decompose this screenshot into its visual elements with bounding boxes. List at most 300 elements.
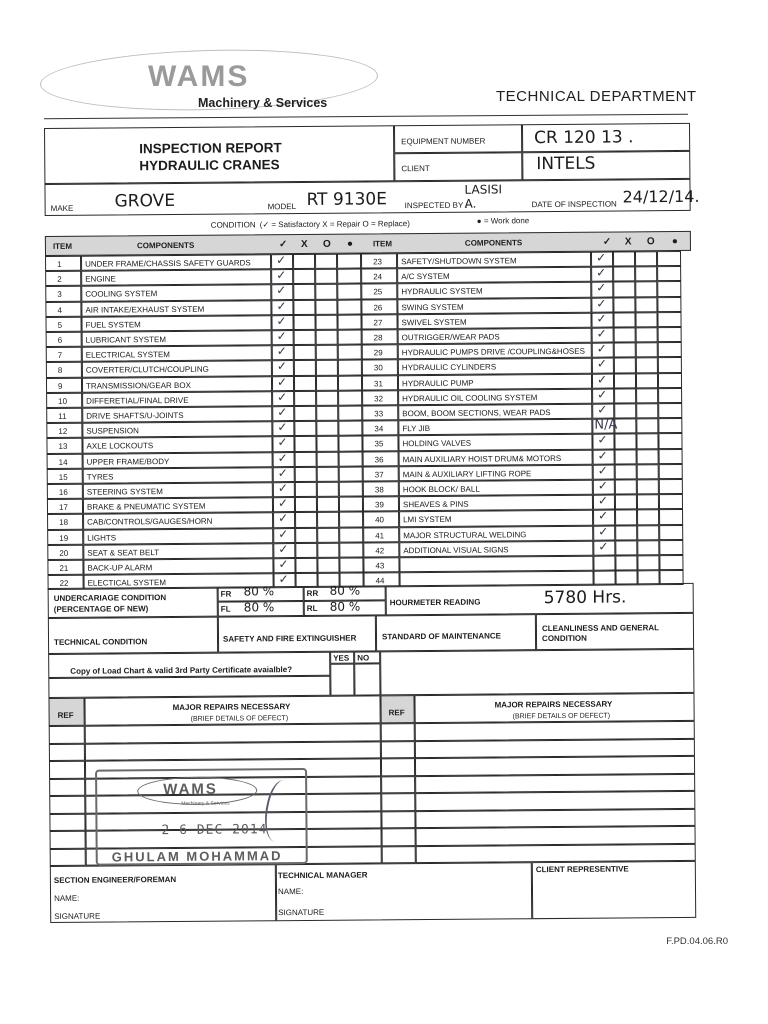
- item-number: 17: [58, 503, 68, 513]
- work-done-checkbox[interactable]: [658, 373, 682, 388]
- item-number: 38: [374, 485, 384, 495]
- item-number: 32: [374, 394, 384, 404]
- repair-checkbox[interactable]: [615, 555, 637, 570]
- repair-detail-cell[interactable]: [415, 756, 695, 776]
- replace-checkbox[interactable]: [637, 449, 659, 464]
- work-done-checkbox[interactable]: [338, 436, 362, 451]
- satisfactory-check-mark: ✓: [596, 326, 607, 341]
- stamp-name: GHULAM MOHAMMAD: [111, 848, 283, 865]
- component-name: HOOK BLOCK/ BALL: [402, 484, 480, 495]
- work-done-checkbox[interactable]: [339, 512, 363, 527]
- left-item-number-cell: [46, 332, 82, 347]
- repair-checkbox[interactable]: [613, 297, 635, 312]
- load-chart-right-cell: [380, 649, 694, 695]
- repair-ref-cell[interactable]: [381, 811, 415, 829]
- replace-checkbox[interactable]: [317, 558, 339, 573]
- work-done-checkbox[interactable]: [659, 449, 683, 464]
- replace-checkbox[interactable]: [316, 375, 338, 390]
- repair-checkbox[interactable]: [295, 451, 317, 466]
- date-label: DATE OF INSPECTION: [531, 199, 617, 210]
- repair-checkbox[interactable]: [614, 358, 636, 373]
- component-name: ELECTRICAL SYSTEM: [85, 350, 170, 360]
- repair-detail-cell[interactable]: [415, 738, 695, 758]
- item-number: 2: [57, 275, 62, 285]
- work-done-checkbox[interactable]: [339, 497, 363, 512]
- replace-checkbox[interactable]: [315, 284, 337, 299]
- repair-checkbox[interactable]: [295, 512, 317, 527]
- form-code: F.PD.04.06.R0: [666, 936, 728, 947]
- hourmeter-label: HOURMETER READING: [389, 597, 481, 608]
- equipment-number-label: EQUIPMENT NUMBER: [401, 136, 486, 147]
- work-done-checkbox[interactable]: [337, 284, 361, 299]
- replace-checkbox[interactable]: [317, 497, 339, 512]
- cleanliness-sublabel: CONDITION: [541, 633, 587, 644]
- not-applicable-mark: N/A: [594, 417, 618, 433]
- item-number: 7: [57, 351, 63, 361]
- repair-detail-cell[interactable]: [415, 808, 695, 828]
- item-number: 1: [57, 259, 62, 269]
- repair-checkbox[interactable]: [615, 525, 637, 540]
- replace-checkbox[interactable]: [635, 282, 657, 297]
- technical-condition-label: TECHNICAL CONDITION: [54, 637, 148, 647]
- repair-ref-cell[interactable]: [381, 741, 415, 759]
- item-number: 40: [375, 515, 385, 525]
- satisfactory-check-mark: ✓: [597, 432, 608, 448]
- component-name: AIR INTAKE/EXHAUST SYSTEM: [85, 304, 205, 315]
- repair-checkbox[interactable]: [293, 269, 315, 284]
- work-done-checkbox[interactable]: [658, 342, 682, 357]
- work-done-legend: ● = Work done: [476, 216, 530, 226]
- component-name: HYDRAULIC CYLINDERS: [401, 362, 497, 373]
- item-number: 35: [374, 439, 384, 449]
- replace-checkbox[interactable]: [317, 451, 339, 466]
- repair-checkbox[interactable]: [614, 388, 636, 403]
- component-name: MAIN AUXILIARY HOIST DRUM& MOTORS: [402, 453, 562, 464]
- repair-checkbox[interactable]: [295, 467, 317, 482]
- right-component-cell: [399, 556, 593, 573]
- undercarriage-sublabel: (PERCENTAGE OF NEW): [53, 604, 149, 614]
- work-done-checkbox[interactable]: [339, 542, 363, 557]
- work-done-checkbox[interactable]: [338, 375, 362, 390]
- repair-checkbox[interactable]: [615, 449, 637, 464]
- component-name: HYDRAULIC SYSTEM: [401, 286, 483, 297]
- replace-checkbox[interactable]: [636, 418, 658, 433]
- repair-checkbox[interactable]: [294, 360, 316, 375]
- replace-checkbox[interactable]: [637, 479, 659, 494]
- component-name: COOLING SYSTEM: [85, 289, 158, 300]
- work-done-checkbox[interactable]: [338, 390, 362, 405]
- component-name: SEAT & SEAT BELT: [87, 547, 160, 558]
- rr-label: RR: [306, 588, 319, 598]
- replace-checkbox[interactable]: [637, 555, 659, 570]
- work-done-checkbox[interactable]: [658, 357, 682, 372]
- repair-detail-cell[interactable]: [416, 843, 696, 863]
- work-done-checkbox[interactable]: [657, 281, 681, 296]
- replace-checkbox[interactable]: [315, 254, 337, 269]
- repair-checkbox[interactable]: [294, 330, 316, 345]
- component-name: ELECTICAL SYSTEM: [87, 578, 167, 588]
- item-number: 36: [374, 454, 384, 465]
- satisfactory-check-mark: ✓: [276, 283, 287, 298]
- work-done-checkbox[interactable]: [337, 314, 361, 329]
- repair-checkbox[interactable]: [613, 267, 635, 282]
- rl-label: RL: [306, 603, 318, 613]
- work-done-checkbox[interactable]: [658, 433, 682, 448]
- department-heading: TECHNICAL DEPARTMENT: [496, 88, 697, 105]
- client-label: CLIENT: [401, 163, 430, 174]
- work-done-checkbox[interactable]: [339, 527, 363, 542]
- work-done-checkbox[interactable]: [659, 525, 683, 540]
- item-number: 42: [375, 546, 385, 556]
- repair-checkbox[interactable]: [614, 343, 636, 358]
- left-item-number-cell: [45, 271, 81, 286]
- replace-checkbox[interactable]: [317, 542, 339, 557]
- replace-checkbox[interactable]: [316, 406, 338, 421]
- item-number: 43: [375, 561, 385, 571]
- repair-checkbox[interactable]: [615, 540, 637, 555]
- repairs-subtitle-right: (BRIEF DETAILS OF DEFECT): [512, 712, 611, 721]
- repair-checkbox[interactable]: [294, 391, 316, 406]
- item-number: 33: [374, 409, 384, 419]
- repair-ref-cell[interactable]: [381, 758, 415, 776]
- replace-checkbox[interactable]: [317, 466, 339, 481]
- col-dot-left: ●: [346, 238, 354, 250]
- maintenance-label: STANDARD OF MAINTENANCE: [381, 631, 502, 642]
- work-done-checkbox[interactable]: [659, 464, 683, 479]
- component-name: BACK-UP ALARM: [87, 563, 153, 573]
- satisfactory-check-mark: ✓: [596, 372, 608, 387]
- item-number: 16: [58, 487, 68, 497]
- satisfactory-check-mark: ✓: [278, 526, 289, 541]
- repair-ref-cell[interactable]: [49, 796, 85, 814]
- repairs-subtitle-left: (BRIEF DETAILS OF DEFECT): [190, 715, 289, 723]
- work-done-checkbox[interactable]: [337, 254, 361, 269]
- work-done-checkbox[interactable]: [658, 403, 682, 418]
- component-name: MAJOR STRUCTURAL WELDING: [403, 529, 527, 540]
- component-name: A/C SYSTEM: [401, 272, 450, 282]
- satisfactory-check-mark: ✓: [276, 313, 287, 328]
- fr-label: FR: [220, 589, 232, 599]
- item-number: 28: [373, 333, 383, 343]
- technical-manager-name-label: NAME:: [277, 886, 304, 897]
- load-chart-question: Copy of Load Chart & valid 3rd Party Certificate avaialble?: [70, 665, 293, 676]
- item-number: 39: [374, 500, 384, 510]
- component-name: SHEAVES & PINS: [402, 499, 469, 510]
- repair-checkbox[interactable]: [615, 479, 637, 494]
- load-chart-blank-cell: [48, 676, 330, 698]
- component-name: LIGHTS: [87, 533, 117, 543]
- item-number: 15: [58, 472, 68, 482]
- replace-checkbox[interactable]: [635, 251, 657, 266]
- satisfactory-check-mark: ✓: [277, 450, 288, 465]
- repair-checkbox[interactable]: [295, 482, 317, 497]
- repair-detail-cell[interactable]: [415, 721, 695, 741]
- replace-checkbox[interactable]: [635, 312, 657, 327]
- work-done-checkbox[interactable]: [658, 388, 682, 403]
- repair-ref-cell[interactable]: [49, 778, 85, 796]
- repair-checkbox[interactable]: [614, 373, 636, 388]
- component-name: DIFFERETIAL/FINAL DRIVE: [86, 395, 189, 406]
- replace-checkbox[interactable]: [636, 403, 658, 418]
- repair-ref-cell[interactable]: [50, 848, 86, 866]
- satisfactory-check-mark: ✓: [277, 481, 288, 496]
- component-name: UPPER FRAME/BODY: [86, 456, 170, 467]
- replace-checkbox[interactable]: [636, 358, 658, 373]
- satisfactory-check-mark: ✓: [595, 250, 607, 265]
- repair-checkbox[interactable]: [615, 495, 637, 510]
- work-done-checkbox[interactable]: [339, 466, 363, 481]
- work-done-checkbox[interactable]: [657, 297, 681, 312]
- repair-ref-cell[interactable]: [50, 831, 86, 849]
- replace-checkbox[interactable]: [636, 434, 658, 449]
- inspected-by-value: LASISI A.: [464, 182, 503, 211]
- item-number: 22: [59, 579, 69, 589]
- technical-manager-signature-label: SIGNATURE: [278, 907, 325, 918]
- work-done-checkbox[interactable]: [657, 251, 681, 266]
- repair-checkbox[interactable]: [295, 527, 317, 542]
- component-name: ENGINE: [85, 274, 116, 284]
- work-done-checkbox[interactable]: [658, 327, 682, 342]
- col-components-left: COMPONENTS: [136, 240, 195, 251]
- repair-ref-cell[interactable]: [382, 846, 416, 864]
- work-done-checkbox[interactable]: [659, 479, 683, 494]
- safety-label: SAFETY AND FIRE EXTINGUISHER: [222, 633, 357, 644]
- repair-checkbox[interactable]: [615, 464, 637, 479]
- replace-checkbox[interactable]: [316, 436, 338, 451]
- col-check-right: ✓: [602, 236, 612, 248]
- work-done-checkbox[interactable]: [339, 451, 363, 466]
- work-done-checkbox[interactable]: [338, 406, 362, 421]
- repair-checkbox[interactable]: [295, 497, 317, 512]
- repair-checkbox[interactable]: [614, 327, 636, 342]
- yes-label: YES: [333, 653, 350, 663]
- component-name: HYDRAULIC PUMPS DRIVE /COUPLING&HOSES: [401, 346, 585, 358]
- replace-checkbox[interactable]: [316, 345, 338, 360]
- replace-checkbox[interactable]: [636, 342, 658, 357]
- work-done-checkbox[interactable]: [338, 421, 362, 436]
- satisfactory-check-mark: ✓: [278, 557, 289, 572]
- satisfactory-check-mark: ✓: [597, 478, 608, 493]
- component-name: LUBRICANT SYSTEM: [85, 335, 167, 345]
- repair-checkbox[interactable]: [293, 254, 315, 269]
- satisfactory-check-mark: ✓: [598, 508, 609, 524]
- item-number: 5: [57, 320, 63, 330]
- technical-condition-cell[interactable]: [48, 617, 218, 654]
- component-name: STEERING SYSTEM: [86, 487, 163, 497]
- satisfactory-check-mark: ✓: [276, 268, 287, 283]
- work-done-checkbox[interactable]: [337, 269, 361, 284]
- repair-checkbox[interactable]: [294, 375, 316, 390]
- repair-ref-cell[interactable]: [381, 793, 415, 811]
- section-engineer-label: SECTION ENGINEER/FOREMAN: [53, 874, 177, 885]
- satisfactory-check-mark: ✓: [598, 524, 609, 539]
- item-number: 26: [373, 302, 383, 313]
- satisfactory-check-mark: ✓: [597, 493, 609, 508]
- repair-ref-cell[interactable]: [381, 776, 415, 794]
- yes-checkbox[interactable]: [330, 664, 354, 696]
- col-o-right: O: [646, 236, 655, 248]
- repair-checkbox[interactable]: [294, 406, 316, 421]
- repair-ref-cell[interactable]: [382, 828, 416, 846]
- replace-checkbox[interactable]: [317, 512, 339, 527]
- repair-checkbox[interactable]: [294, 345, 316, 360]
- component-name: TRANSMISSION/GEAR BOX: [85, 380, 191, 391]
- repairs-ref-right: REF: [388, 708, 405, 718]
- item-number: 34: [374, 424, 384, 434]
- replace-checkbox[interactable]: [315, 299, 337, 314]
- hourmeter-value: 5780 Hrs.: [543, 587, 627, 609]
- company-logo: WAMS: [148, 60, 250, 93]
- component-name: BOOM, BOOM SECTIONS, WEAR PADS: [402, 408, 551, 419]
- repairs-title-right: MAJOR REPAIRS NECESSARY: [494, 699, 613, 710]
- col-check-left: ✓: [278, 239, 288, 251]
- satisfactory-check-mark: ✓: [597, 402, 608, 417]
- work-done-checkbox[interactable]: [339, 482, 363, 497]
- repair-checkbox[interactable]: [293, 299, 315, 314]
- make-value: GROVE: [114, 190, 176, 212]
- component-name: CAB/CONTROLS/GAUGES/HORN: [87, 517, 213, 528]
- work-done-checkbox[interactable]: [657, 266, 681, 281]
- no-checkbox[interactable]: [354, 663, 380, 695]
- component-name: BRAKE & PNEUMATIC SYSTEM: [86, 501, 206, 512]
- work-done-checkbox[interactable]: [338, 330, 362, 345]
- repair-detail-cell[interactable]: [416, 826, 696, 846]
- repair-checkbox[interactable]: [615, 510, 637, 525]
- replace-checkbox[interactable]: [315, 314, 337, 329]
- item-number: 29: [373, 348, 383, 358]
- no-label: NO: [357, 653, 370, 663]
- company-subtitle: Machinery & Services: [198, 96, 328, 110]
- stamp-date: 2 6 DEC 2014: [161, 822, 268, 839]
- work-done-checkbox[interactable]: [339, 558, 363, 573]
- satisfactory-check-mark: ✓: [277, 389, 288, 404]
- work-done-checkbox[interactable]: [659, 555, 683, 570]
- replace-checkbox[interactable]: [316, 360, 338, 375]
- replace-checkbox[interactable]: [637, 540, 659, 555]
- equipment-number-value: CR 120 13 .: [534, 127, 634, 149]
- report-title: INSPECTION REPORT: [139, 140, 282, 157]
- satisfactory-check-mark: ✓: [597, 387, 608, 402]
- repair-checkbox[interactable]: [613, 312, 635, 327]
- replace-checkbox[interactable]: [316, 390, 338, 405]
- item-number: 6: [57, 335, 63, 345]
- replace-checkbox[interactable]: [316, 421, 338, 436]
- repair-ref-cell[interactable]: [381, 723, 415, 741]
- replace-checkbox[interactable]: [637, 494, 659, 509]
- satisfactory-check-mark: ✓: [596, 265, 607, 280]
- work-done-checkbox[interactable]: [338, 360, 362, 375]
- repair-checkbox[interactable]: [295, 543, 317, 558]
- satisfactory-check-mark: ✓: [275, 253, 287, 268]
- replace-checkbox[interactable]: [635, 297, 657, 312]
- repair-checkbox[interactable]: [294, 436, 316, 451]
- item-number: 23: [373, 257, 383, 267]
- replace-checkbox[interactable]: [637, 464, 659, 479]
- repair-checkbox[interactable]: [295, 558, 317, 573]
- replace-checkbox[interactable]: [317, 482, 339, 497]
- repair-checkbox[interactable]: [294, 421, 316, 436]
- repair-ref-cell[interactable]: [49, 761, 85, 779]
- col-components-right: COMPONENTS: [464, 238, 523, 248]
- company-stamp: [95, 768, 308, 866]
- repair-ref-cell[interactable]: [49, 726, 85, 744]
- repair-ref-cell[interactable]: [49, 743, 85, 761]
- model-value: RT 9130E: [306, 189, 388, 210]
- repair-checkbox[interactable]: [614, 434, 636, 449]
- repair-checkbox[interactable]: [613, 251, 635, 266]
- replace-checkbox[interactable]: [636, 327, 658, 342]
- work-done-checkbox[interactable]: [337, 299, 361, 314]
- replace-checkbox[interactable]: [317, 527, 339, 542]
- section-engineer-signature-label: SIGNATURE: [54, 911, 101, 921]
- condition-legend: (✓ = Satisfactory X = Repair O = Replace): [259, 219, 410, 230]
- left-item-number-cell: [45, 317, 81, 332]
- satisfactory-check-mark: ✓: [278, 572, 289, 587]
- repair-detail-cell[interactable]: [415, 773, 695, 793]
- repair-detail-cell[interactable]: [415, 791, 695, 811]
- replace-checkbox[interactable]: [315, 269, 337, 284]
- replace-checkbox[interactable]: [636, 388, 658, 403]
- work-done-checkbox[interactable]: [338, 345, 362, 360]
- component-name: AXLE LOCKOUTS: [86, 441, 154, 452]
- repair-checkbox[interactable]: [293, 315, 315, 330]
- repair-checkbox[interactable]: [293, 284, 315, 299]
- repair-ref-cell[interactable]: [49, 813, 85, 831]
- item-number: 9: [57, 381, 63, 391]
- repairs-ref-left: REF: [57, 710, 74, 720]
- stamp-logo-text: WAMS: [163, 780, 218, 799]
- item-number: 21: [59, 563, 69, 573]
- item-number: 24: [373, 272, 383, 282]
- work-done-checkbox[interactable]: [657, 312, 681, 327]
- rl-value: 80 %: [329, 599, 361, 614]
- component-name: SUSPENSION: [86, 426, 139, 436]
- satisfactory-checkbox[interactable]: [593, 556, 615, 571]
- col-o-left: O: [322, 238, 331, 250]
- satisfactory-check-mark: ✓: [596, 311, 607, 326]
- replace-checkbox[interactable]: [636, 373, 658, 388]
- client-value: INTELS: [536, 153, 596, 175]
- replace-checkbox[interactable]: [637, 525, 659, 540]
- repair-checkbox[interactable]: [614, 403, 636, 418]
- replace-checkbox[interactable]: [635, 266, 657, 281]
- item-number: 30: [373, 363, 383, 373]
- component-name: LMI SYSTEM: [403, 515, 452, 525]
- item-number: 18: [59, 518, 69, 528]
- component-name: HOLDING VALVES: [402, 439, 472, 449]
- fl-label: FL: [220, 604, 231, 614]
- repair-checkbox[interactable]: [614, 419, 636, 434]
- work-done-checkbox[interactable]: [659, 540, 683, 555]
- work-done-checkbox[interactable]: [659, 509, 683, 524]
- left-item-number-cell: [46, 377, 82, 392]
- replace-checkbox[interactable]: [637, 510, 659, 525]
- satisfactory-check-mark: ✓: [596, 341, 607, 356]
- work-done-checkbox[interactable]: [658, 418, 682, 433]
- item-number: 44: [375, 576, 385, 586]
- undercarriage-label: UNDERCARIAGE CONDITION: [53, 593, 167, 603]
- repair-checkbox[interactable]: [613, 282, 635, 297]
- satisfactory-check-mark: ✓: [596, 280, 607, 296]
- work-done-checkbox[interactable]: [659, 494, 683, 509]
- satisfactory-check-mark: ✓: [596, 296, 607, 311]
- item-number: 41: [375, 530, 385, 541]
- col-x-left: X: [300, 238, 308, 250]
- inspection-form: [44, 123, 710, 923]
- replace-checkbox[interactable]: [316, 330, 338, 345]
- item-number: 19: [59, 533, 69, 543]
- item-number: 14: [58, 457, 68, 467]
